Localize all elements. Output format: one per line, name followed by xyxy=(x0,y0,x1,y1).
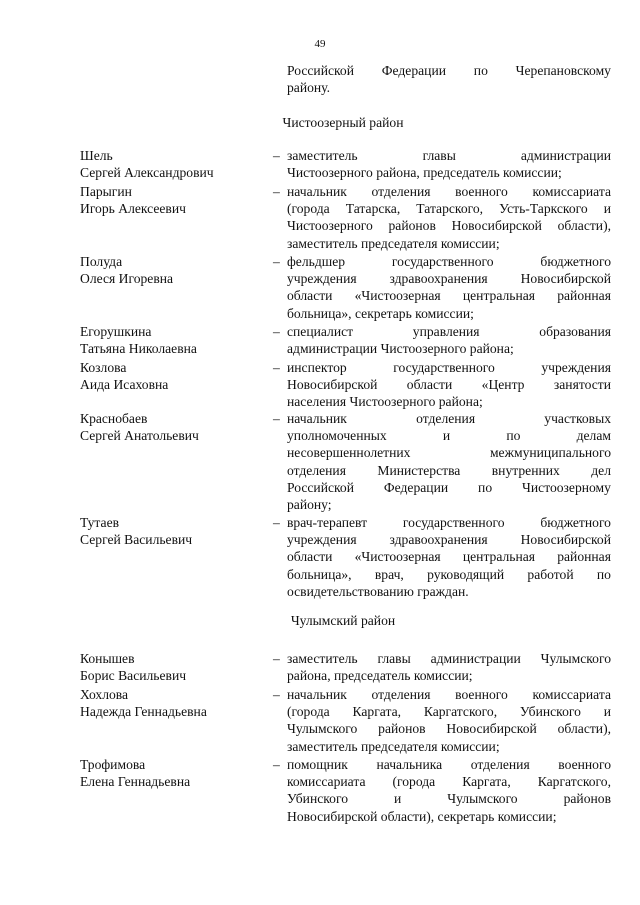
word: Каргатского, xyxy=(423,704,498,720)
text-line xyxy=(287,720,611,737)
section-heading xyxy=(0,114,640,131)
dash-separator: – xyxy=(273,687,280,702)
word: образования xyxy=(539,324,611,339)
word: и xyxy=(394,791,402,807)
word: комиссариата xyxy=(287,774,366,790)
word: бюджетного xyxy=(540,254,611,269)
text-line xyxy=(287,323,611,340)
word: Федерации xyxy=(383,479,449,495)
dash-separator: – xyxy=(273,651,280,666)
member-surname: Полуда xyxy=(80,254,123,269)
member-surname: Шель xyxy=(80,148,113,163)
word: Чулымского xyxy=(287,721,358,737)
word: больница», xyxy=(287,566,352,582)
section-heading-text: Чулымский район xyxy=(290,613,396,628)
word: начальник xyxy=(287,411,347,426)
section-heading-text: Чистоозерный район xyxy=(282,115,404,130)
word: Каргата, xyxy=(462,774,511,790)
member-name xyxy=(80,514,270,548)
word: и xyxy=(603,704,611,720)
member-role xyxy=(287,323,611,357)
word: Татарского, xyxy=(416,201,484,217)
word: Чулымского xyxy=(540,651,611,666)
word: учреждения xyxy=(287,271,357,287)
word: помощник xyxy=(287,757,348,772)
member-surname: Тутаев xyxy=(80,515,120,530)
word: области), xyxy=(557,218,611,234)
member-role xyxy=(287,147,611,181)
word: бюджетного xyxy=(540,515,611,530)
text-line xyxy=(287,359,611,376)
word: военного xyxy=(558,757,611,772)
word: военного xyxy=(455,687,508,702)
word: заместитель xyxy=(287,148,358,163)
word: делам xyxy=(576,428,611,444)
word: области xyxy=(287,549,333,565)
word: комиссариата xyxy=(532,184,611,199)
text-line: заместитель председателя комиссии; xyxy=(287,738,500,754)
member-surname: Парыгин xyxy=(80,184,132,199)
word: Новосибирской xyxy=(446,721,537,737)
text-line xyxy=(287,703,611,720)
text-line: району; xyxy=(287,497,332,513)
text-line: Новосибирской области), секретарь комиссии; xyxy=(287,808,557,824)
member-given-names: Татьяна Николаевна xyxy=(80,341,197,357)
member-name xyxy=(80,756,270,790)
word: дел xyxy=(591,462,611,478)
member-role xyxy=(287,650,611,684)
text-line xyxy=(287,62,611,79)
text-line: населения Чистоозерного района; xyxy=(287,394,483,410)
word: отделения xyxy=(416,411,476,426)
word: Убинского xyxy=(519,704,581,720)
word: врач, xyxy=(374,566,404,582)
word: области xyxy=(406,377,453,393)
member-name xyxy=(80,410,270,444)
word: государственного xyxy=(391,254,494,269)
member-name xyxy=(80,323,270,357)
text-line: администрации Чистоозерного района; xyxy=(287,341,514,357)
member-surname: Хохлова xyxy=(80,687,129,702)
dash-separator: – xyxy=(273,324,280,339)
word: учреждения xyxy=(287,532,357,548)
word: управления xyxy=(412,324,480,339)
member-given-names: Борис Васильевич xyxy=(80,668,187,684)
word: области xyxy=(287,288,333,304)
member-given-names: Аида Исаховна xyxy=(80,377,169,393)
text-line: района, председатель комиссии; xyxy=(287,668,473,684)
dash-separator: – xyxy=(273,254,280,269)
text-line xyxy=(287,566,611,583)
word: администрации xyxy=(430,651,521,666)
word: руководящий xyxy=(427,566,505,582)
text-line xyxy=(287,253,611,270)
word: фельдшер xyxy=(287,254,346,269)
text-line xyxy=(287,217,611,234)
word: начальник xyxy=(287,687,347,702)
dash-separator: – xyxy=(273,184,280,199)
word: врач-терапевт xyxy=(287,515,368,530)
word: Усть-Таркского xyxy=(499,201,588,217)
word: «Чистоозерная xyxy=(354,549,441,565)
word: Чистоозерному xyxy=(522,479,611,495)
word: по xyxy=(506,428,521,444)
member-name xyxy=(80,359,270,393)
text-line xyxy=(287,376,611,393)
word: (города xyxy=(287,704,330,720)
dash-separator: – xyxy=(273,148,280,163)
member-name xyxy=(80,253,270,287)
text-line: больница», секретарь комиссии; xyxy=(287,305,474,321)
word: Убинского xyxy=(287,791,349,807)
text-line xyxy=(287,479,611,496)
word: Федерации xyxy=(381,63,446,78)
word: государственного xyxy=(393,360,495,375)
word: несовершеннолетних xyxy=(287,445,411,461)
word: Каргатского, xyxy=(537,774,611,790)
word: центральная xyxy=(462,549,536,565)
text-line xyxy=(287,773,611,790)
member-role xyxy=(287,253,611,322)
member-surname: Конышев xyxy=(80,651,135,666)
member-role xyxy=(287,410,611,513)
text-line xyxy=(287,410,611,427)
word: главы xyxy=(422,148,456,163)
member-role xyxy=(287,183,611,252)
dash-separator: – xyxy=(273,360,280,375)
member-role xyxy=(287,686,611,755)
member-given-names: Сергей Васильевич xyxy=(80,532,193,548)
word: начальник xyxy=(287,184,347,199)
member-surname: Краснобаев xyxy=(80,411,148,426)
text-line xyxy=(287,270,611,287)
word: Новосибирской xyxy=(451,218,542,234)
word: Татарска, xyxy=(345,201,401,217)
member-name xyxy=(80,686,270,720)
word: районов xyxy=(388,218,436,234)
member-given-names: Надежда Геннадьевна xyxy=(80,704,207,720)
word: работой xyxy=(527,566,574,582)
word: отделения xyxy=(371,687,431,702)
word: администрации xyxy=(520,148,611,163)
member-surname: Егорушкина xyxy=(80,324,152,339)
text-line xyxy=(287,756,611,773)
word: Чистоозерного xyxy=(287,218,373,234)
text-line: заместитель председателя комиссии; xyxy=(287,235,500,251)
word: государственного xyxy=(402,515,505,530)
member-name xyxy=(80,147,270,181)
text-line xyxy=(287,183,611,200)
text-line xyxy=(287,462,611,479)
text-line xyxy=(287,514,611,531)
word: инспектор xyxy=(287,360,347,375)
word: «Чистоозерная xyxy=(354,288,441,304)
word: (города xyxy=(392,774,436,790)
word: по xyxy=(473,63,488,78)
word: Чулымского xyxy=(447,791,518,807)
word: районная xyxy=(557,288,611,304)
dash-separator: – xyxy=(273,757,280,772)
word: Министерства xyxy=(377,462,461,478)
text-line xyxy=(287,200,611,217)
text-line: району. xyxy=(287,80,331,96)
page-number: 49 xyxy=(314,38,326,50)
word: комиссариата xyxy=(532,687,611,702)
text-line xyxy=(287,427,611,444)
text-line xyxy=(287,650,611,667)
word: отделения xyxy=(371,184,431,199)
word: заместитель xyxy=(287,651,358,666)
member-given-names: Сергей Анатольевич xyxy=(80,428,199,444)
text-line: освидетельствованию граждан. xyxy=(287,583,469,599)
dash-separator: – xyxy=(273,411,280,426)
member-given-names: Олеся Игоревна xyxy=(80,271,174,287)
word: главы xyxy=(377,651,411,666)
word: по xyxy=(596,566,611,582)
word: Новосибирской xyxy=(520,532,611,548)
word: Новосибирской xyxy=(520,271,611,287)
text-line xyxy=(287,147,611,164)
word: «Центр xyxy=(481,377,525,393)
word: здравоохранения xyxy=(389,532,488,548)
member-role xyxy=(287,514,611,600)
word: отделения xyxy=(287,462,346,478)
word: Российской xyxy=(287,63,354,78)
word: начальника xyxy=(376,757,443,772)
intro-continuation xyxy=(287,62,611,96)
word: (города xyxy=(287,201,330,217)
word: области), xyxy=(557,721,611,737)
word: Российской xyxy=(287,479,354,495)
word: Черепановскому xyxy=(515,63,611,78)
text-line xyxy=(287,287,611,304)
word: уполномоченных xyxy=(287,428,387,444)
member-given-names: Сергей Александрович xyxy=(80,165,214,181)
member-role xyxy=(287,359,611,411)
word: занятости xyxy=(553,377,611,393)
member-name xyxy=(80,650,270,684)
text-line xyxy=(287,444,611,461)
word: районов xyxy=(378,721,426,737)
text-line xyxy=(287,790,611,807)
word: и xyxy=(603,201,611,217)
text-line: Чистоозерного района, председатель комиссии; xyxy=(287,165,562,181)
text-line xyxy=(287,686,611,703)
word: районов xyxy=(563,791,611,807)
section-heading xyxy=(0,612,640,629)
text-line xyxy=(287,531,611,548)
word: военного xyxy=(455,184,508,199)
word: Каргата, xyxy=(352,704,402,720)
word: учреждения xyxy=(541,360,611,375)
member-given-names: Елена Геннадьевна xyxy=(80,774,191,790)
member-role xyxy=(287,756,611,825)
word: по xyxy=(478,479,493,495)
word: здравоохранения xyxy=(389,271,488,287)
member-given-names: Игорь Алексеевич xyxy=(80,201,186,217)
member-surname: Козлова xyxy=(80,360,127,375)
word: отделения xyxy=(470,757,530,772)
word: Новосибирской xyxy=(287,377,378,393)
text-line xyxy=(287,548,611,565)
word: районная xyxy=(557,549,611,565)
word: участковых xyxy=(544,411,611,426)
word: межмуниципального xyxy=(489,445,611,461)
member-surname: Трофимова xyxy=(80,757,146,772)
word: и xyxy=(442,428,451,444)
word: внутренних xyxy=(491,462,560,478)
dash-separator: – xyxy=(273,515,280,530)
member-name xyxy=(80,183,270,217)
word: специалист xyxy=(287,324,354,339)
word: центральная xyxy=(462,288,536,304)
